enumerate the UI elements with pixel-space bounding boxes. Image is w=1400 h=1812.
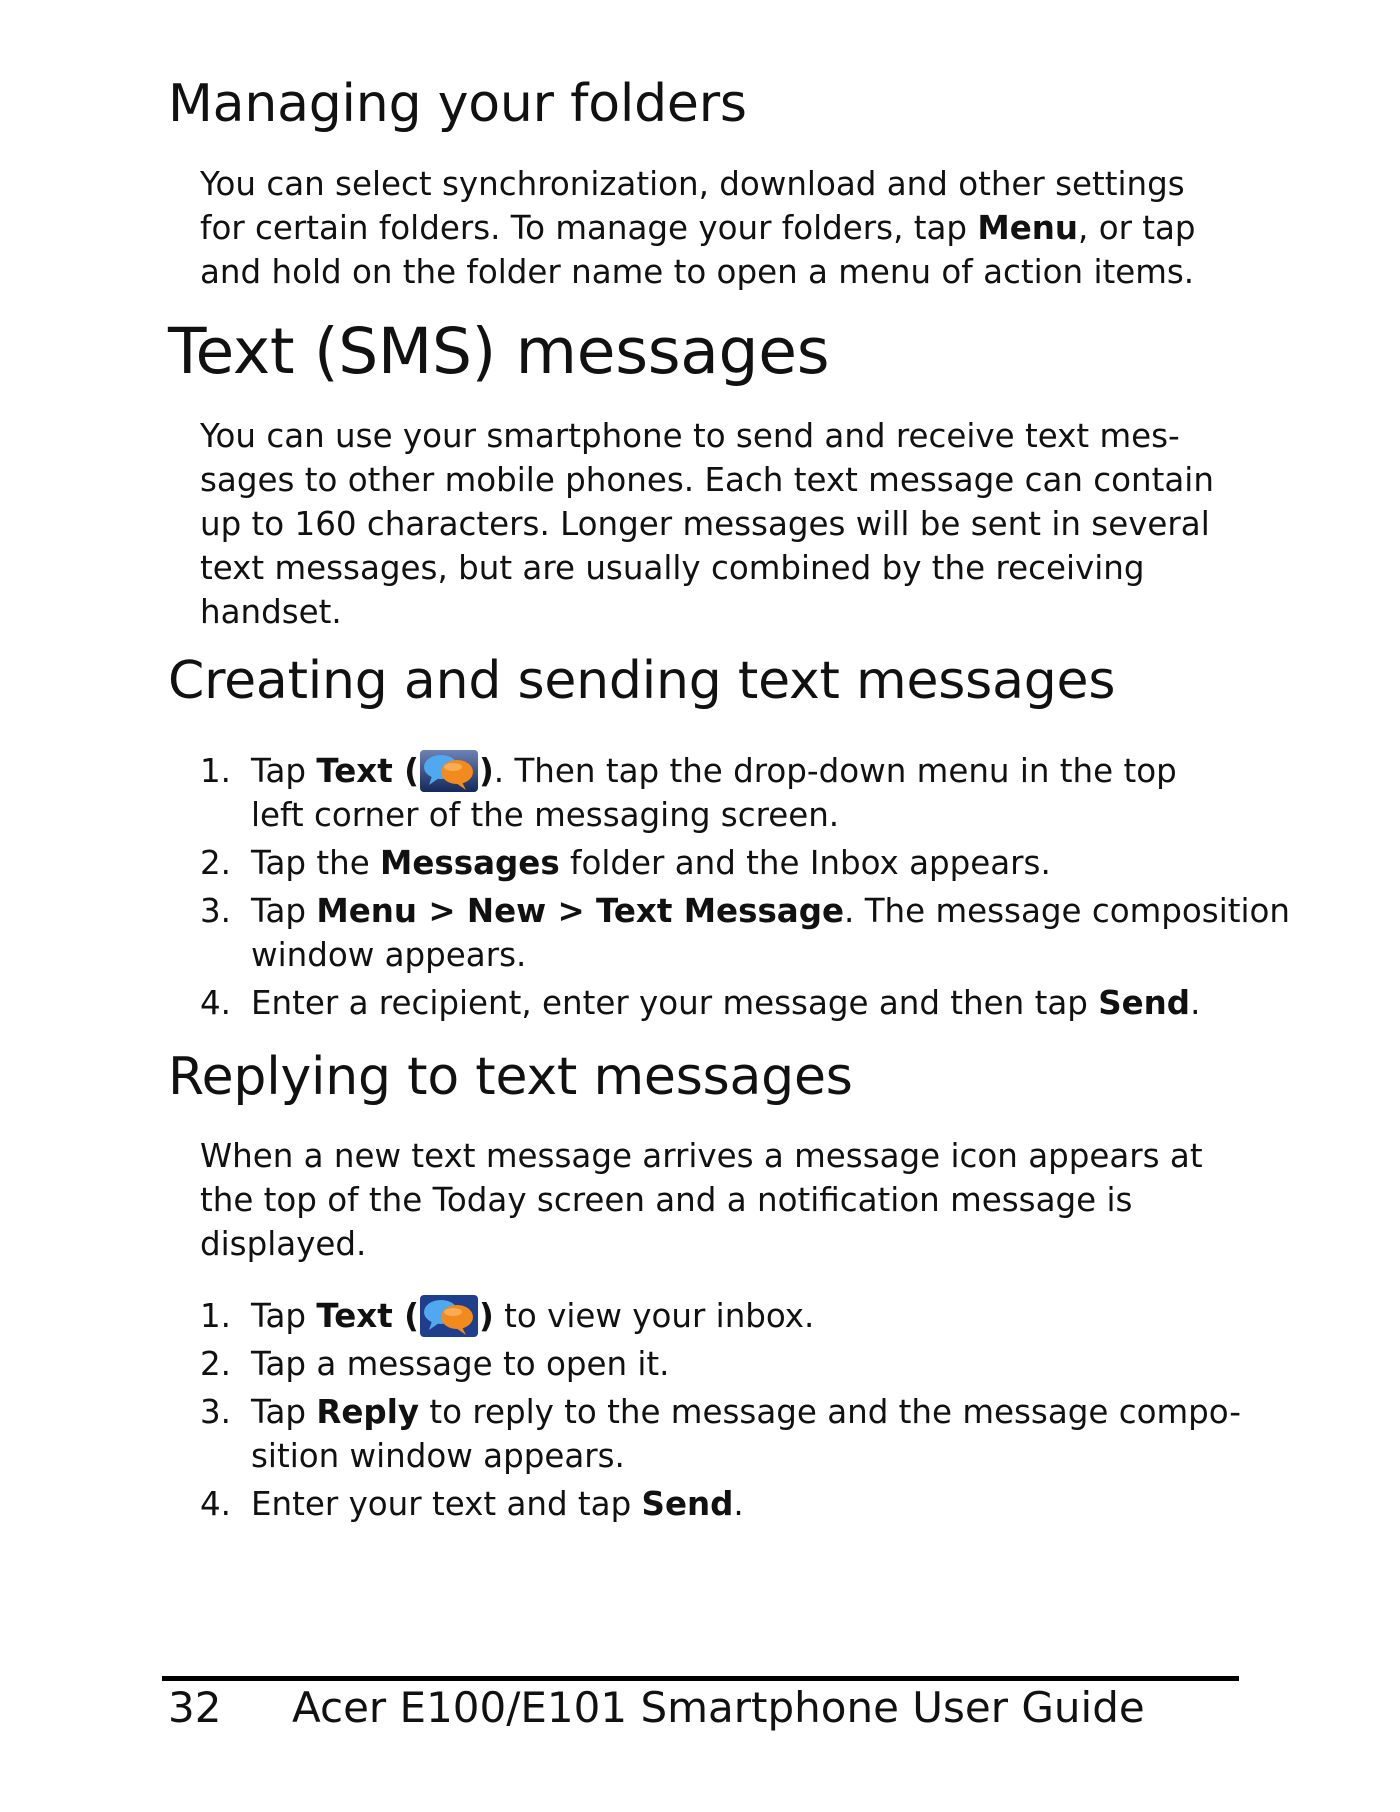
step-number: 2. [200,1345,232,1383]
paragraph-line: handset. [200,593,342,631]
menu-path-term: Menu > New > Text Message [316,892,845,930]
step-number: 1. [200,1297,232,1335]
paragraph-line: and hold on the folder name to open a menu of action items. [200,253,1195,291]
list-item: 4. Enter a recipient, enter your message and then tap Send. [200,981,1260,1025]
send-term: Send [641,1485,734,1523]
heading-managing-folders: Managing your folders [168,74,747,134]
paragraph-line: You can use your smartphone to send and receive text mes- [200,417,1180,455]
step-number: 4. [200,1485,232,1523]
paragraph-line: displayed. [200,1225,367,1263]
step-number: 2. [200,844,232,882]
send-term: Send [1098,984,1191,1022]
heading-creating-sending: Creating and sending text messages [168,651,1116,711]
heading-replying: Replying to text messages [168,1047,853,1107]
paragraph-sms-intro [200,414,1250,634]
reply-term: Reply [316,1393,420,1431]
step-number: 3. [200,892,232,930]
footer-rule [162,1676,1239,1681]
paragraph-line: up to 160 characters. Longer messages will be sent in several [200,505,1210,543]
chat-bubbles-icon [420,750,478,792]
list-item: 3. Tap Reply to reply to the message and the message compo- sition window appears. [200,1390,1260,1478]
heading-text-sms-messages: Text (SMS) messages [168,315,830,388]
list-item: 1. Tap Text ( ). Then tap the drop-down menu in the top left corner of the messaging screen. [200,749,1260,837]
menu-term: Menu [977,209,1079,247]
paragraph-line: sages to other mobile phones. Each text message can contain [200,461,1214,499]
paragraph-replying [200,1134,1250,1266]
step-number: 3. [200,1393,232,1431]
footer-title: Acer E100/E101 Smartphone User Guide [292,1683,1145,1732]
paragraph-line: When a new text message arrives a message icon appears at [200,1137,1203,1175]
paragraph-managing-folders [200,162,1250,294]
list-item: 2. Tap the Messages folder and the Inbox appears. [200,841,1260,885]
paragraph-line: the top of the Today screen and a notification message is [200,1181,1133,1219]
list-item: 1. Tap Text ( ) to view your inbox. [200,1294,1260,1338]
paragraph-line: text messages, but are usually combined by the receiving [200,549,1145,587]
text-term: Text [316,752,393,790]
step-number: 1. [200,752,232,790]
paragraph-line: for certain folders. To manage your folders, tap Menu, or tap [200,209,1196,247]
steps-replying [200,1294,1260,1530]
messages-term: Messages [380,844,560,882]
list-item: 3. Tap Menu > New > Text Message. The message composition window appears. [200,889,1260,977]
step-number: 4. [200,984,232,1022]
steps-creating-sending [200,749,1291,1029]
page-number: 32 [168,1683,222,1732]
chat-bubbles-icon [420,1295,478,1337]
list-item: 2. Tap a message to open it. [200,1342,1260,1386]
list-item: 4. Enter your text and tap Send. [200,1482,1260,1526]
text-term: Text [316,1297,393,1335]
paragraph-line: You can select synchronization, download and other settings [200,165,1185,203]
